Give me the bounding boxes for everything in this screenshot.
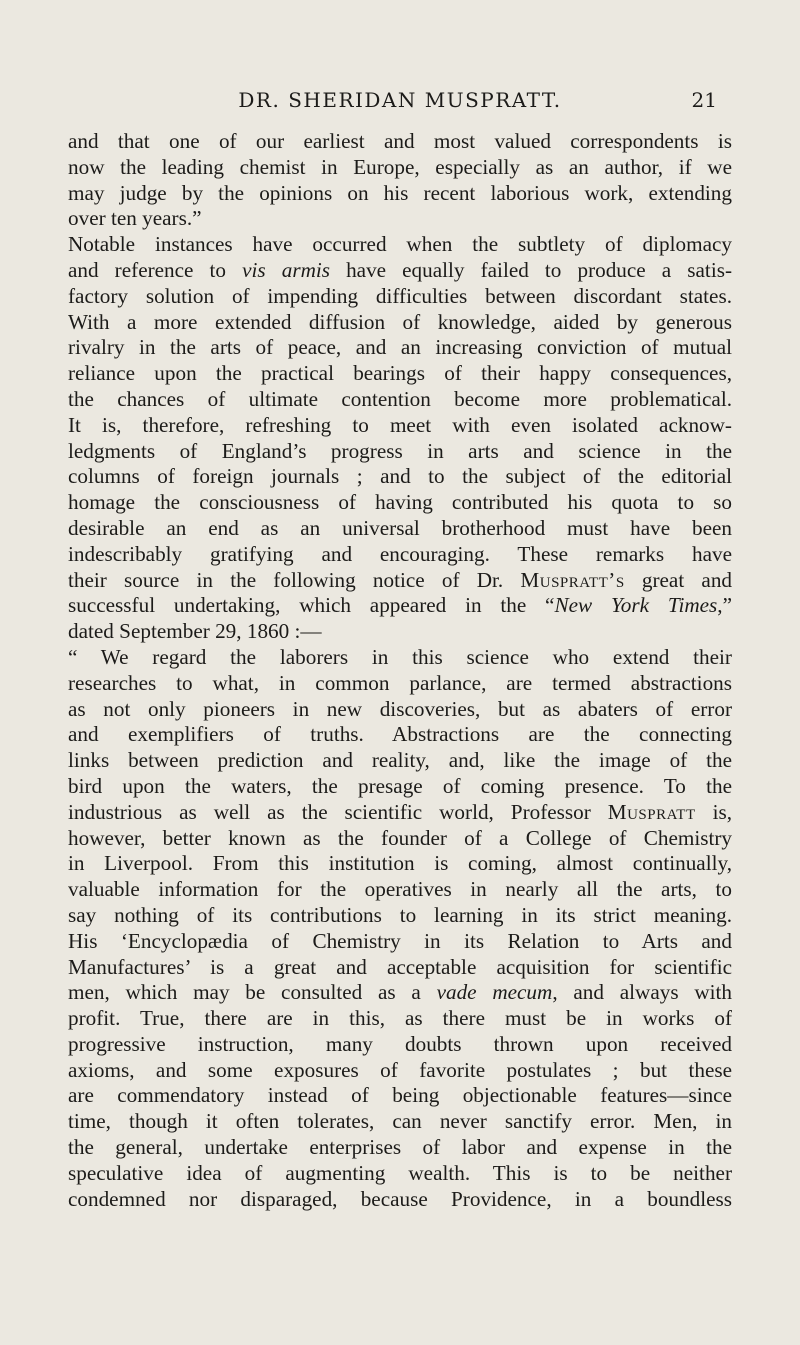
text-run: dated September 29, 1860 :—: [68, 619, 322, 644]
text-run: are commendatory instead of being objectionable features—since: [68, 1083, 732, 1108]
text-line: [68, 1083, 732, 1109]
text-line: [68, 232, 732, 258]
text-run: bird upon the waters, the presage of coming presence. To the: [68, 773, 732, 798]
text-line: [68, 206, 732, 232]
text-line: [68, 645, 732, 671]
text-run: vade mecum: [436, 980, 553, 1005]
text-run: and reference to: [68, 257, 243, 282]
text-run: the chances of ultimate contention become more problematical.: [68, 386, 732, 411]
text-run: ledgments of England’s progress in arts and science in the: [68, 438, 732, 463]
text-run: , and always with: [552, 980, 732, 1005]
text-line: [68, 774, 732, 800]
text-run: rivalry in the arts of peace, and an increasing conviction of mutual: [68, 335, 732, 360]
text-line: [68, 516, 732, 542]
text-run: over ten years.”: [68, 206, 202, 231]
text-run: With a more extended diffusion of knowledge, aided by generous: [68, 309, 732, 334]
text-line: [68, 129, 732, 155]
body-text: [68, 129, 732, 1212]
text-line: [68, 593, 732, 619]
text-line: [68, 1109, 732, 1135]
text-line: [68, 980, 732, 1006]
text-line: [68, 439, 732, 465]
text-line: [68, 697, 732, 723]
text-run: indescribably gratifying and encouraging. These remarks have: [68, 541, 732, 566]
text-run: have equally failed to produce a satis-: [330, 257, 732, 282]
text-run: in Liverpool. From this institution is coming, almost continually,: [68, 851, 732, 876]
text-line: [68, 722, 732, 748]
text-line: [68, 851, 732, 877]
text-line: [68, 671, 732, 697]
text-line: [68, 284, 732, 310]
text-run: axioms, and some exposures of favorite postulates ; but these: [68, 1057, 732, 1082]
text-line: [68, 155, 732, 181]
running-head: DR. SHERIDAN MUSPRATT.: [238, 88, 562, 112]
text-run: men, which may be consulted as a: [68, 980, 437, 1005]
text-run: valuable information for the operatives in nearly all the arts, to: [68, 877, 732, 902]
text-run: as not only pioneers in new discoveries, but as abaters of error: [68, 696, 732, 721]
text-run: successful undertaking, which appeared in the “: [68, 593, 555, 618]
text-line: [68, 619, 732, 645]
text-run: New York Times: [554, 593, 718, 618]
text-line: [68, 748, 732, 774]
text-run: progressive instruction, many doubts thrown upon received: [68, 1031, 732, 1056]
text-run: and that one of our earliest and most valued correspondents is: [68, 129, 732, 153]
text-run: ,”: [717, 593, 732, 618]
text-run: “ We regard the laborers in this science who extend their: [68, 644, 732, 669]
text-run: profit. True, there are in this, as there must be in works of: [68, 1006, 732, 1031]
text-line: [68, 568, 732, 594]
text-run: condemned nor disparaged, because Providence, in a boundless: [68, 1186, 732, 1211]
text-run: reliance upon the practical bearings of their happy consequences,: [68, 361, 732, 386]
text-line: [68, 387, 732, 413]
text-run: links between prediction and reality, and, like the image of the: [68, 748, 732, 773]
text-line: [68, 181, 732, 207]
text-run: industrious as well as the scientific world, Professor: [68, 799, 608, 824]
text-line: [68, 335, 732, 361]
text-line: [68, 464, 732, 490]
text-line: [68, 490, 732, 516]
text-run: Notable instances have occurred when the subtlety of diplomacy: [68, 232, 732, 257]
text-run: time, though it often tolerates, can never sanctify error. Men, in: [68, 1109, 732, 1134]
text-run: say nothing of its contributions to learning in its strict meaning.: [68, 902, 732, 927]
text-run: now the leading chemist in Europe, especially as an author, if we: [68, 154, 732, 179]
text-line: [68, 1032, 732, 1058]
text-run: columns of foreign journals ; and to the subject of the editorial: [68, 464, 732, 489]
text-run: speculative idea of augmenting wealth. This is to be neither: [68, 1160, 732, 1185]
text-run: It is, therefore, refreshing to meet with even isolated acknow-: [68, 412, 732, 437]
text-line: [68, 877, 732, 903]
text-line: [68, 542, 732, 568]
text-line: [68, 1187, 732, 1213]
text-line: [68, 1161, 732, 1187]
text-run: is,: [695, 799, 732, 824]
text-line: [68, 826, 732, 852]
text-run: however, better known as the founder of a College of Chemistry: [68, 825, 732, 850]
text-run: their source in the following notice of Dr.: [68, 567, 521, 592]
text-run: vis armis: [242, 257, 330, 282]
text-run: Muspratt’s: [520, 567, 625, 592]
text-line: [68, 903, 732, 929]
text-run: Muspratt: [607, 799, 696, 824]
text-line: [68, 1058, 732, 1084]
page-header: [0, 88, 800, 118]
text-line: [68, 800, 732, 826]
text-run: desirable an end as an universal brotherhood must have been: [68, 515, 732, 540]
text-line: [68, 258, 732, 284]
text-run: researches to what, in common parlance, are termed abstractions: [68, 670, 732, 695]
text-run: factory solution of impending difficulties between discordant states.: [68, 283, 732, 308]
text-run: may judge by the opinions on his recent laborious work, extending: [68, 180, 732, 205]
text-run: and exemplifiers of truths. Abstractions are the connecting: [68, 722, 732, 747]
text-line: [68, 1006, 732, 1032]
text-run: Manufactures’ is a great and acceptable acquisition for scientific: [68, 954, 732, 979]
text-run: His ‘Encyclopædia of Chemistry in its Relation to Arts and: [68, 928, 732, 953]
text-line: [68, 361, 732, 387]
page-number: 21: [691, 88, 717, 112]
text-run: the general, undertake enterprises of labor and expense in the: [68, 1135, 732, 1160]
text-line: [68, 955, 732, 981]
text-run: homage the consciousness of having contributed his quota to so: [68, 490, 732, 515]
text-line: [68, 310, 732, 336]
text-line: [68, 413, 732, 439]
text-line: [68, 929, 732, 955]
text-line: [68, 1135, 732, 1161]
text-run: great and: [624, 567, 732, 592]
